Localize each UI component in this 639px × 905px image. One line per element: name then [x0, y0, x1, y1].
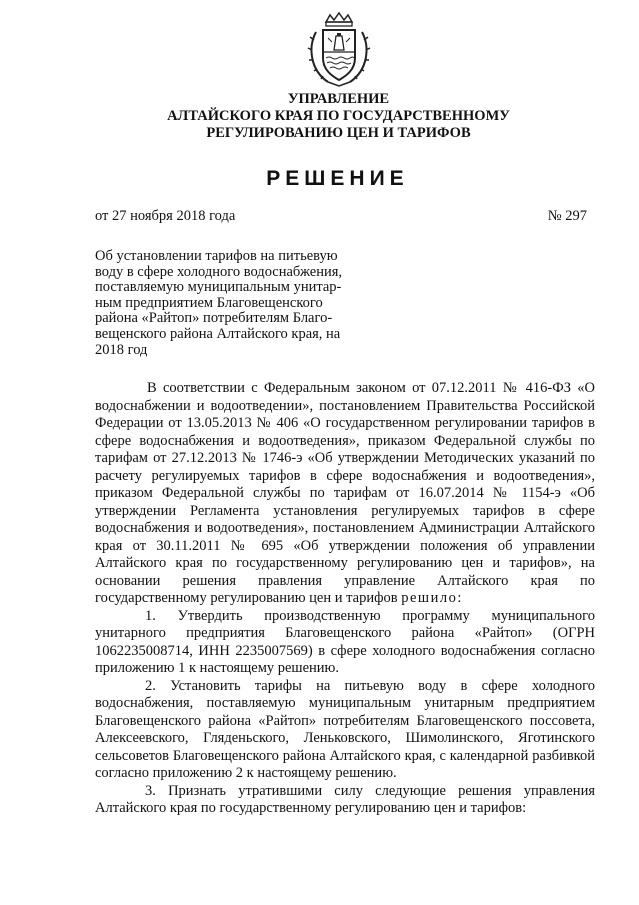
item-3-paragraph: 3. Признать утратившими силу следующие решения управления Алтайского края по государственному регулированию цен и тарифов: [95, 782, 595, 816]
subject-line: 2018 год [95, 341, 148, 358]
organization-name [0, 91, 639, 142]
decided-word: решило [401, 590, 458, 606]
subject-line: воду в сфере холодного водоснабжения, [95, 263, 343, 280]
document-title: РЕШЕНИЕ [266, 167, 409, 190]
preamble-paragraph: В соответствии с Федеральным законом от 07.12.2011 № 416-ФЗ «О водоснабжении и водоотведении», постановлением Правительства Российской Федерации от 13.05.2013 № 406 «О государственном регулировании тарифов в сфере водоснабжения и водоотведения», приказом Федеральной службы по тарифам от 27.12.2013 № 1746-э «Об утверждении Методических указаний по расчету регулируемых тарифов в сфере водоснабжения и водоотведения», приказом Федеральной службы по тарифам от 16.07.2014 № 1154-э «Об утверждении Регламента установления регулируемых тарифов в сфере водоснабжения и водоотведения», постановлением Администрации Алтайского края от 30.11.2011 № 695 «Об утверждении положения об управлении Алтайского края по государственному регулированию цен и тарифов», на основании решения правления управление Алтайского края по государственному регулированию цен и тарифов решило: [95, 380, 595, 606]
subject-line: ным предприятием Благовещенского [95, 294, 323, 311]
item-2-paragraph: 2. Установить тарифы на питьевую воду в сфере холодного водоснабжения, поставляемую муниципальным унитарным предприятием Благовещенского района «Райтоп» потребителям Благовещенского поссовета, Алексеевского, Гляденьского, Леньковского, Шимолинского, Яготинского сельсоветов Благовещенского района Алтайского края, с календарной разбивкой согласно приложению 2 к настоящему решению. [95, 677, 595, 781]
subject-line: района «Райтоп» потребителям Благо- [95, 310, 333, 327]
document-date: от 27 ноября 2018 года [95, 208, 236, 224]
document-body [95, 380, 595, 818]
org-line-1: УПРАВЛЕНИЕ [287, 91, 390, 107]
document-number: № 297 [547, 208, 587, 224]
item-1-paragraph: 1. Утвердить производственную программу муниципального унитарного предприятия Благовещенского района «Райтоп» (ОГРН 1062235008714, ИНН 2235007569) в сфере холодного водоснабжения согласно приложению 1 к настоящему решению. [95, 607, 595, 676]
org-line-3: РЕГУЛИРОВАНИЮ ЦЕН И ТАРИФОВ [206, 125, 471, 141]
coat-of-arms-icon [306, 12, 372, 90]
org-line-2: АЛТАЙСКОГО КРАЯ ПО ГОСУДАРСТВЕННОМУ [167, 108, 510, 124]
subject-line: поставляемую муниципальным унитар- [95, 279, 342, 296]
preamble-text: В соответствии с Федеральным законом от 07.12.2011 № 416-ФЗ «О водоснабжении и водоотведении», постановлением Правительства Российской Федерации от 13.05.2013 № 406 «О государственном регулировании тарифов в сфере водоснабжения и водоотведения», приказом Федеральной службы по тарифам от 27.12.2013 № 1746-э «Об утверждении Методических указаний по расчету регулируемых тарифов в сфере водоснабжения и водоотведения», приказом Федеральной службы по тарифам от 16.07.2014 № 1154-э «Об утверждении Регламента установления регулируемых тарифов в сфере водоснабжения и водоотведения», постановлением Администрации Алтайского края от 30.11.2011 № 695 «Об утверждении положения об управлении Алтайского края по государственному регулированию цен и тарифов», на основании решения правления управление Алтайского края по государственному регулированию цен и тарифов [95, 380, 595, 606]
subject-line: Об установлении тарифов на питьевую [95, 248, 338, 264]
document-subject [95, 249, 357, 358]
subject-line: вещенского района Алтайского края, на [95, 325, 341, 342]
